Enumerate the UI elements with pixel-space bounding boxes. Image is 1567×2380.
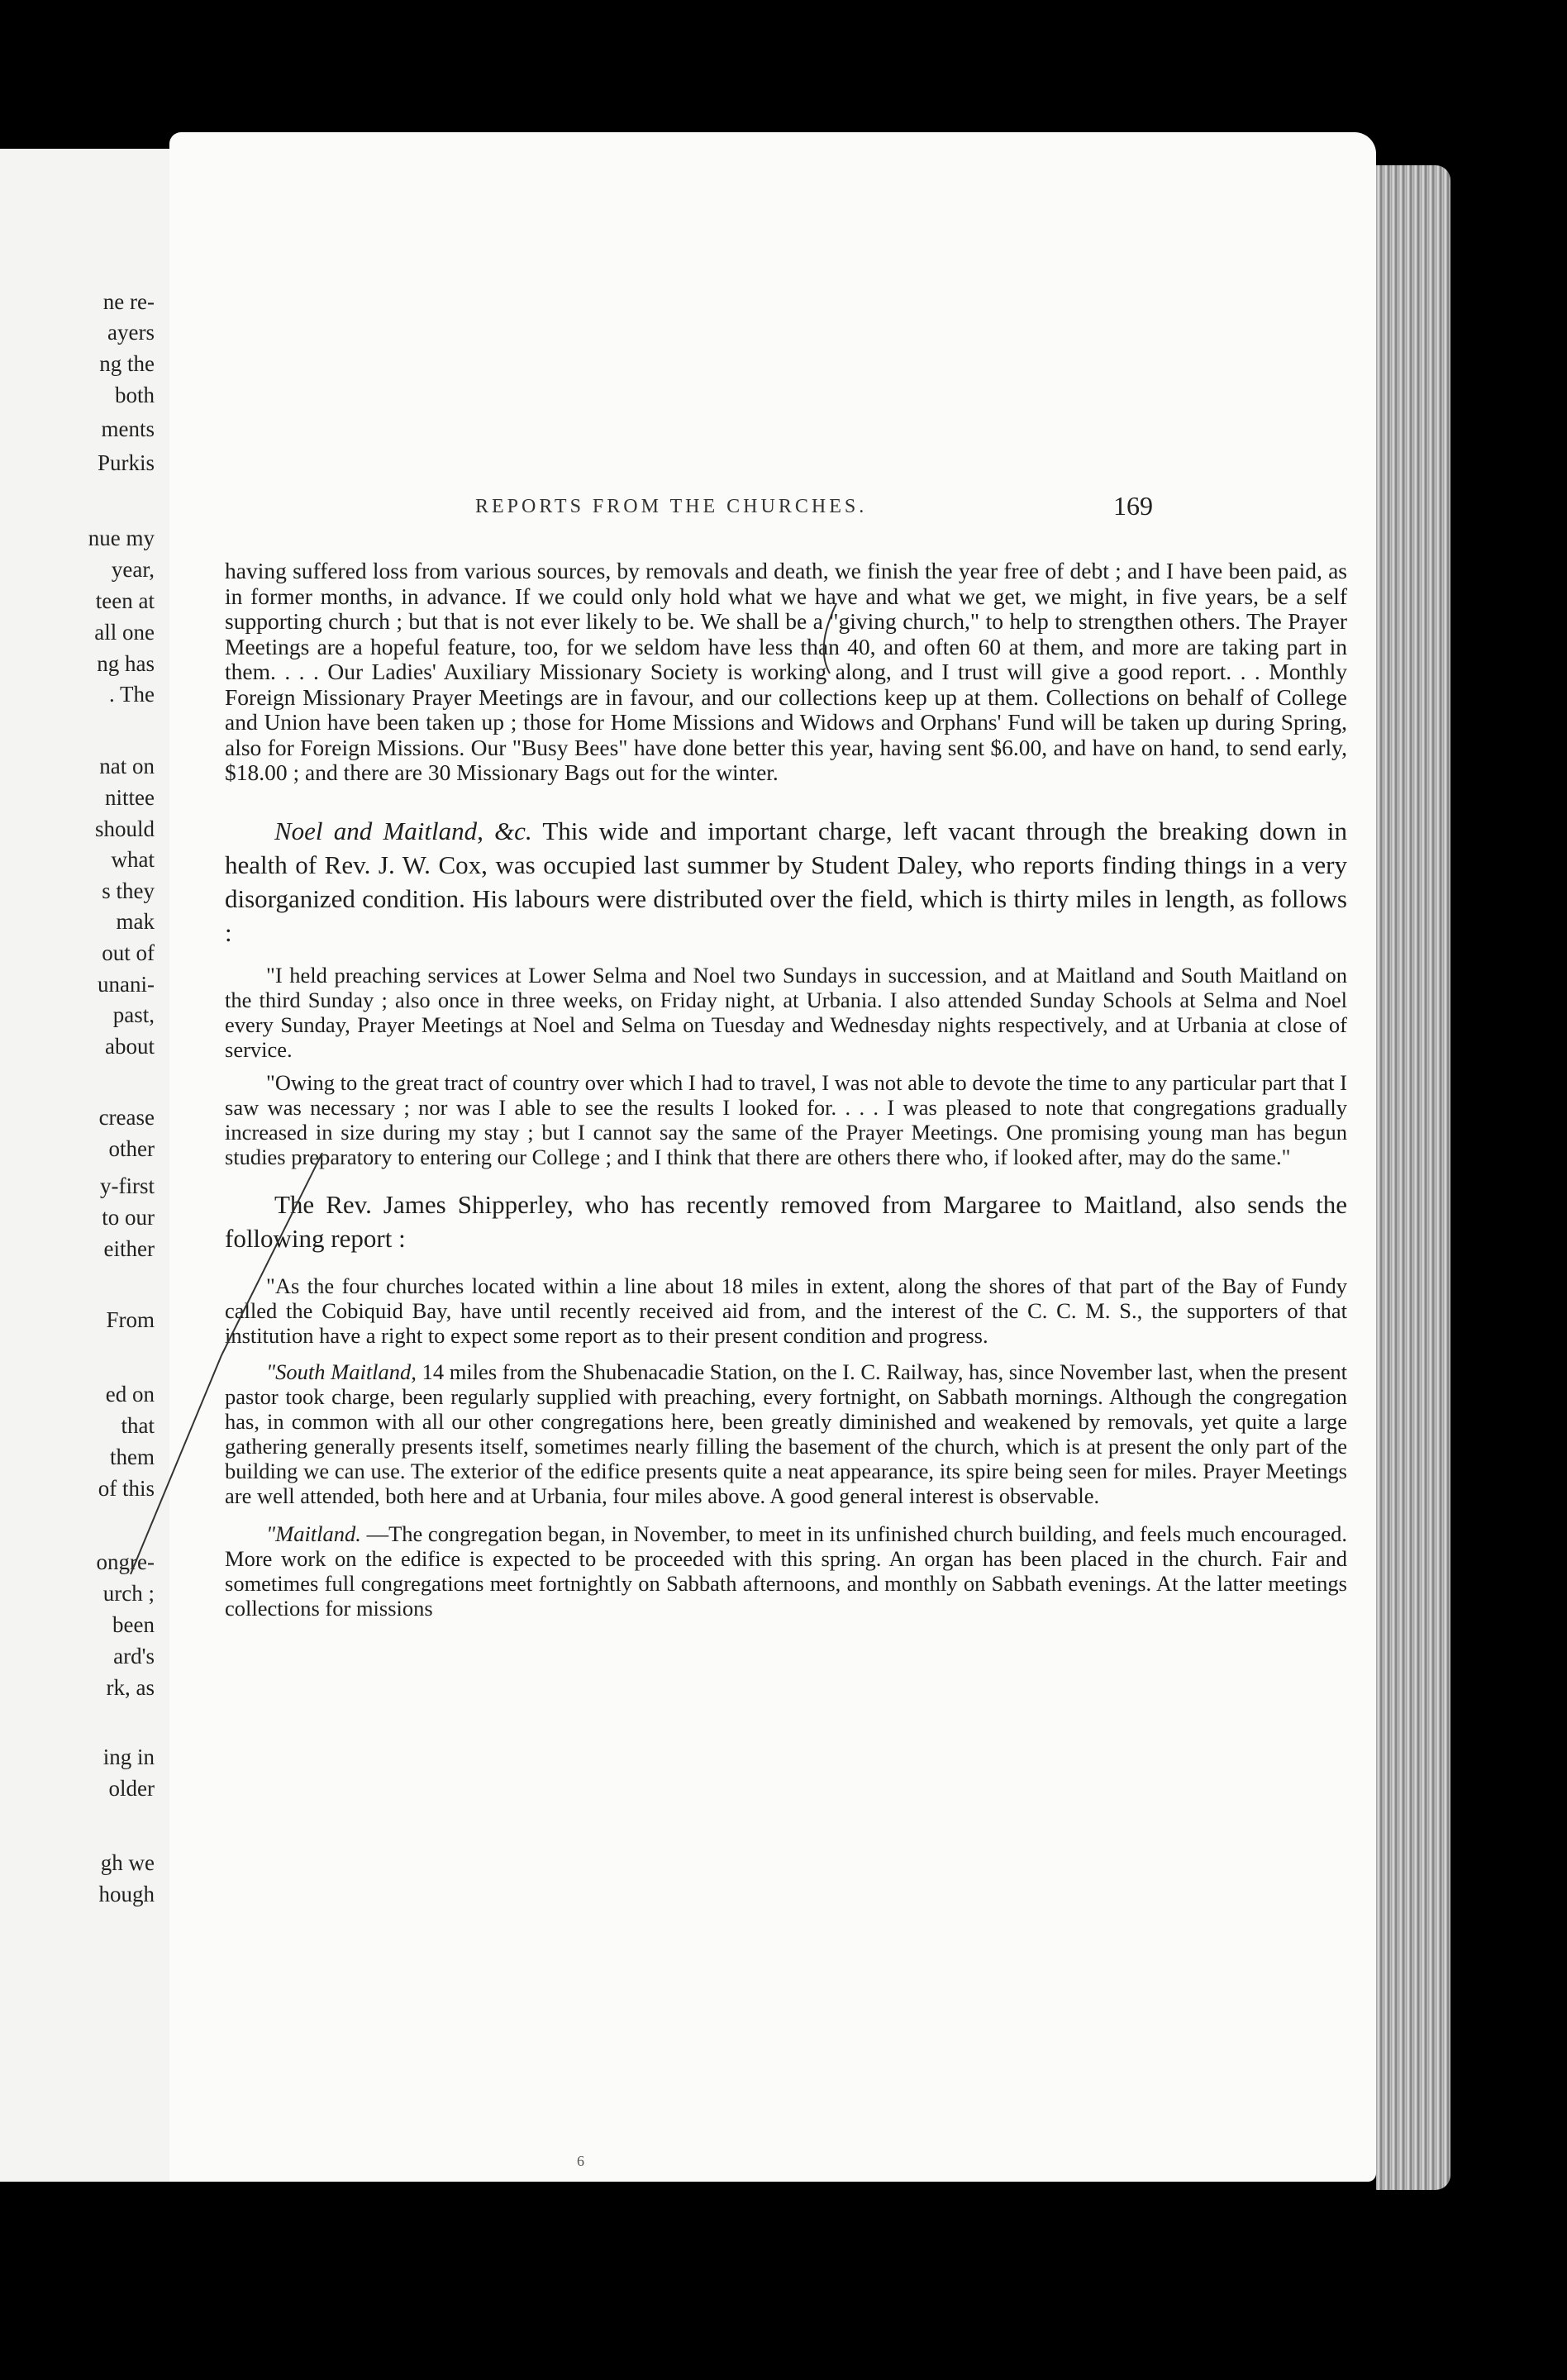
left-page-line: ed on [105, 1382, 155, 1407]
previous-page-fragment [0, 149, 174, 2182]
left-page-line: nat on [99, 754, 155, 778]
left-page-line: to our [102, 1205, 155, 1230]
left-page-line: crease [98, 1105, 155, 1130]
south-maitland-paragraph [225, 1359, 1347, 1508]
quote-paragraph-2: "Owing to the great tract of country over which I had to travel, I was not able to devote the time to any particular part that I saw was necessary ; nor was I able to see the results I looked for. . . . I was pleased to note that congregations gradually increased in size during my stay ; but I cannot say the same of the Prayer Meetings. One promising young man has begun studies preparatory to entering our College ; and I think that there are others there who, if looked after, may do the same." [225, 1069, 1347, 1169]
left-page-line: mak [116, 909, 155, 934]
maitland-text: —The congregation began, in November, to meet in its unfinished church building, and feels much encouraged. More work on the edifice is expected to be proceeded with this spring. An organ has been placed in the church. Fair and sometimes full congregations meet fortnightly on Sabbath afternoons, and monthly on Sabbath evenings. At the latter meetings collections for missions [225, 1521, 1347, 1621]
left-page-line: gh we [100, 1850, 155, 1875]
quote-paragraph-1: "I held preaching services at Lower Selma and Noel two Sundays in succession, and at Maitland and South Maitland on the third Sunday ; also once in three weeks, on Friday night, at Urbania. I also attended Sunday Schools at Selma and Noel every Sunday, Prayer Meetings at Noel and Selma on Tuesday and Wednesday nights respectively, and at Urbania at close of service. [225, 962, 1347, 1062]
left-page-line: nittee [105, 785, 155, 810]
section-heading-south-maitland: "South Maitland, [266, 1359, 417, 1384]
left-page-line: urch ; [102, 1581, 155, 1606]
left-page-line: past, [112, 1002, 155, 1027]
page-body [225, 559, 1347, 1621]
left-page-line: ayers [107, 320, 155, 345]
left-page-line: ongre- [96, 1549, 155, 1574]
noel-text: This wide and important charge, left vacant through the breaking down in health of Rev. J. W. Cox, was occupied last summer by Student Daley, who reports finding things in a very disorganized condition. His labours were distributed over the field, which is thirty miles in length, as follows : [225, 816, 1347, 947]
left-page-line: been [112, 1612, 155, 1637]
left-page-line: other [108, 1136, 155, 1161]
left-page-line: ne re- [102, 289, 155, 314]
left-page-line: y-first [100, 1173, 155, 1198]
left-page-line: ing in [102, 1745, 155, 1769]
page-header [169, 491, 1376, 529]
left-page-line: either [103, 1236, 155, 1261]
left-page-line: that [121, 1413, 155, 1438]
left-page-line: hough [98, 1882, 155, 1906]
left-page-line: should [94, 816, 155, 841]
left-page-line: . The [109, 682, 155, 707]
left-page-line: about [105, 1034, 155, 1059]
left-page-line: both [114, 383, 155, 407]
noel-maitland-paragraph [225, 814, 1347, 950]
left-page-line: of this [98, 1476, 155, 1501]
running-head: REPORTS FROM THE CHURCHES. [475, 496, 868, 517]
left-page-line: s they [102, 878, 155, 903]
left-page-line: unani- [98, 972, 155, 997]
left-page-line: From [106, 1307, 155, 1332]
left-page-line: year, [111, 557, 155, 582]
left-page-line: ments [101, 416, 155, 441]
left-page-line: rk, as [106, 1675, 155, 1700]
left-page-line: ng the [99, 351, 155, 376]
section-heading-noel: Noel and Maitland, &c. [274, 816, 532, 845]
maitland-paragraph [225, 1521, 1347, 1621]
left-page-line: ng has [97, 651, 155, 676]
left-page-line: teen at [95, 588, 155, 613]
shipperley-paragraph: The Rev. James Shipperley, who has recently removed from Margaree to Maitland, also sends the following report : [225, 1189, 1347, 1253]
left-page-line: nue my [88, 526, 155, 550]
left-page-line: them [110, 1445, 155, 1469]
page-number: 169 [1113, 491, 1153, 521]
left-page-line: all one [94, 620, 155, 645]
left-page-line: out of [102, 940, 155, 965]
left-page-line: Purkis [97, 450, 155, 475]
continuation-paragraph: having suffered loss from various sources, by removals and death, we finish the year free of debt ; and I have been paid, as in former months, in advance. If we could only hold what we have and what we get, we might, in five years, be a self supporting church ; but that is not ever likely to be. We shall be a "giving church," to help to strengthen others. The Prayer Meetings are a hopeful feature, too, for we seldom have less than 40, and often 60 at them, and more are taking part in them. . . . Our Ladies' Auxiliary Missionary Society is working along, and I trust will give a good report. . . Monthly Foreign Missionary Prayer Meetings are in favour, and our collections keep up at them. Collections on behalf of College and Union have been taken up ; those for Home Missions and Widows and Orphans' Fund will be taken up during Spring, also for Foreign Missions. Our "Busy Bees" have done better this year, having sent $6.00, and have on hand, to send early, $18.00 ; and there are 30 Missionary Bags out for the winter. [225, 558, 1347, 785]
south-maitland-text: 14 miles from the Shubenacadie Station, on the I. C. Railway, has, since November last, when the present pastor took charge, been regularly supplied with preaching, every fortnight, on Sabbath mornings. Although the congregation has, in common with all our other congregations here, been greatly diminished and weakened by removals, yet quite a large gathering generally presents itself, sometimes nearly filling the basement of the church, which is at present the only part of the building we can use. The exterior of the edifice presents quite a neat appearance, its spire being seen for miles. Prayer Meetings are well attended, both here and at Urbania, four miles above. A good general interest is observable. [225, 1359, 1348, 1508]
quote-paragraph-3: "As the four churches located within a line about 18 miles in extent, along the shores of that part of the Bay of Fundy called the Cobiquid Bay, have until recently received aid from, and the interest of the C. C. M. S., the supporters of that institution have a right to expect some report as to their present condition and progress. [225, 1273, 1347, 1348]
footer-mark: 6 [577, 2153, 584, 2169]
left-page-line: what [111, 847, 155, 872]
left-page-line: older [108, 1776, 155, 1801]
book-page [169, 132, 1376, 2182]
section-heading-maitland: "Maitland. [266, 1521, 361, 1546]
page-edges [1376, 165, 1450, 2190]
left-page-line: ard's [113, 1644, 155, 1668]
